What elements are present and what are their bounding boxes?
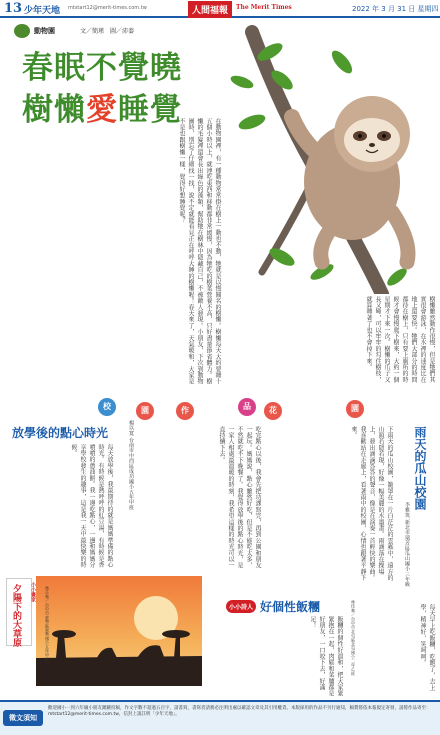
article1-author: 楊以寬 台南市中西區成功國小五年甲班 [128, 420, 134, 511]
article3-author: 林佳黎／台中市北屯區北屯國小二年乙班 [351, 600, 356, 676]
submission-notice-text: 歡迎國小一到六年級小朋友踴躍投稿，作文字數不超過五百字，請書寫，書寫者請務必注明出處以確認文章及其引用權責。本版採用的作品不另行通知，稿費將依本報規定寄發，請將作品寄至：mtstart12@merit-times.com.tw，信封上請註明「少年天地」。 [48, 706, 431, 718]
title-word-sloth: 樹懶 [22, 92, 86, 128]
painting-author: 林芷蓁／台中市東勢區東勢國小五年甲班 [45, 586, 50, 662]
banner-chip-2: 園 [136, 402, 154, 420]
article1-body: 每天放學後，我最期待的就是媽媽準備的點心時光。有時候是熱呼呼的紅豆湯，有時候是香噴噴的蔥油餅。我一邊吃點心，一邊和媽媽分享學校發生的趣事，這是我一天中最快樂的時候。 [70, 444, 113, 568]
section-title: 少年天地 [24, 6, 61, 16]
sunset-savanna-painting [36, 576, 202, 686]
feature-byline: 文／簡瑾 圖／沛蓁 [80, 28, 135, 35]
page-header [0, 0, 440, 18]
submission-notice-label: 徵文須知 [3, 710, 43, 726]
school-works-banner [0, 392, 440, 422]
page-footer [0, 700, 440, 735]
section-email: mtstart12@merit-times.com.tw [68, 5, 147, 11]
banner-chip-1: 校 [98, 398, 116, 416]
painting-badge: 小小畫家 [30, 582, 36, 602]
banner-chip-3: 作 [176, 402, 194, 420]
article1-body-2: 吃完點心以後，我會先把功課寫完，再到公園和朋友一起玩。媽媽說，點心雖然好吃，但是不能吃太多，不然就吃不下晚餐了。我覺得放學後的點心時光，是一家人相處最溫暖的時刻，我希望這樣的時光可以一直持續下去。 [218, 426, 261, 569]
article1-title: 放學後的點心時光 [12, 426, 109, 440]
newspaper-logo-en: The Merit Times [236, 4, 292, 11]
title-word-sleep: 睡覺 [118, 92, 182, 128]
column-name: 動物園 [34, 27, 55, 35]
sloth-illustration [222, 22, 440, 294]
article3-body-2: 每天早上吃飯糰，吃飽了，去上學，精神好，笑呵呵。 [419, 604, 435, 691]
issue-date: 2022 年 3 月 31 日 星期四 [352, 5, 439, 13]
article2-author: 李雅筑 新北市瑞芳區瓜山國小三年級 [404, 502, 410, 587]
feature-title-line1: 春眠不覺曉 [22, 50, 182, 86]
newspaper-logo: 人間福報 [188, 1, 232, 18]
painting-title: 夕陽下的大草原 [11, 584, 21, 647]
banner-chip-4: 品 [238, 398, 256, 416]
banner-chip-5: 花 [264, 402, 282, 420]
article3-body: 飯糰的個性好溫和，把大家緊緊抱在一起，肉鬆和菜脯都是好朋友，一口咬下去，好滿足！ [309, 616, 343, 697]
column-badge-icon [14, 24, 30, 38]
article2-title: 雨天的瓜山校園 [413, 426, 427, 510]
feature-body-right: 樹懶雖然動作很慢，但是牠們其實很會游泳，在水裡的速度比在地上還要快。牠們大部分的時間都待在樹上，只有要上廁所的時候才會慢慢爬下樹來，大約一個星期才下來一次。樹懶的爪子又長又彎，可以牢牢的勾住樹枝，就算睡著了也不會掉下來。 [365, 296, 435, 383]
feature-body-left: 在動物園裡，有一種動物常常掛在樹上一動也不動，牠就是以慢聞名的樹懶。樹懶每天大約要睡十五個小時以上，就連吃東西和移動都非常緩慢，因為牠吃的樹葉營養不高，只好盡量節省體力。樹懶的毛髮裡還會長出綠色的藻類，幫助牠在樹林中隱藏自己，不被敵人發現。小朋友，下次到動物園時，別忘了仔細找一找，說不定就能看見正在呼呼大睡的樹懶喔！春天來了，天氣暖和，大家是不是也跟樹懶一樣，覺得好想睡覺呢？ [178, 118, 221, 385]
poet-badge: 小小詩人 [226, 600, 256, 613]
title-word-love: 愛 [86, 92, 118, 128]
banner-chip-6: 園 [346, 400, 364, 418]
article3-title: 好個性飯糰 [260, 600, 321, 614]
page-number: 13 [4, 1, 23, 16]
article2-body: 下雨天的瓜山校園，籠罩在一片白茫茫的雲霧中，遠方的山頭若隱若現，好像一幅美麗的水墨畫。雨滴落在操場上，發出滴滴答答的聲音，像是在演奏一首輕快的樂曲。我喜歡站在走廊上，看著雨中的校園，心情也跟著平靜下來。 [350, 426, 393, 581]
